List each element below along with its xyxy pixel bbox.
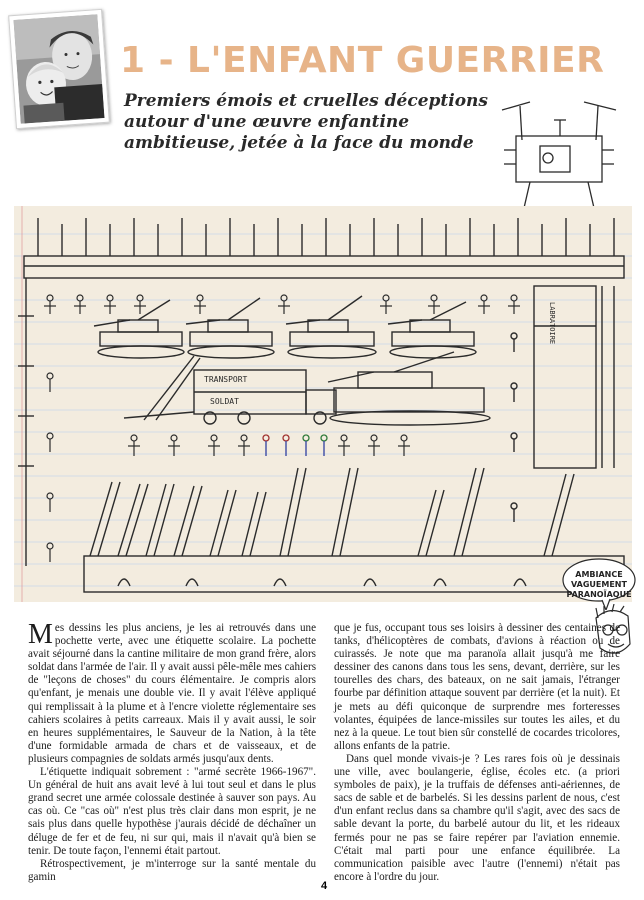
article-paragraph: Rétrospectivement, je m'interroge sur la santé mentale du gamin [28,857,316,883]
article-column-1 [28,619,317,884]
subtitle-line: Premiers émois et cruelles déceptions [124,91,488,111]
page-number: 4 [320,880,328,892]
truck-label: SOLDAT [210,397,239,406]
paragraph-text: es dessins les plus anciens, je les ai retrouvés dans une pochette verte, avec une étiquette scolaire. La pochette avait séjourné dans la cantine militaire de mon grand frère, alors soldat dans l'armée de l'air. Il y avait aussi pêle-mêle mes cahiers de "leçons de choses" du cours élémentaire. Je compris alors qu'enfant, je menais une double vie. Il y avait l'élève appliqué qui remplissait à la plume et à l'encre violette réglementaire ses cahiers scolaires à petits carreaux. Mais il y avait aussi, le soir en heures supplémentaires, le Sauveur de la Nation, à la tête d'une formidable armada de chars et de vaisseaux, et de plusieurs compagnies de soldats armés jusqu'aux dents. [28,622,317,765]
subtitle-line: ambitieuse, jetée à la face du monde [124,133,474,153]
article-paragraph: L'étiquette indiquait sobrement : "armé secrète 1966-1967". Un général de huit ans avait levé à lui tout seul et dans le plus grand secret une armée colossale destinée à sauver son pays. Au cas où. Ce "cas où" n'est plus très clair dans mon esprit, je ne sais plus dans quelle hypothèse j'aurais décidé de déchaîner un déluge de fer et de feu, ni sur qui, mais il n'avait qu'à bien se tenir. De toute façon, l'ennemi était partout. [28,766,316,857]
truck-label: TRANSPORT [204,375,248,384]
flying-fortress-sketch [500,100,618,218]
article-column-2 [334,622,620,884]
chapter-subtitle [124,91,488,154]
drop-cap: M [28,619,53,650]
bubble-text: AMBIANCE VAGUEMENT PARANOÏAQUE [566,570,632,599]
author-photo-image [13,14,104,124]
child-army-drawing [14,206,632,602]
article-paragraph: que je fus, occupant tous ses loisirs à dessiner des centaines de tanks, d'hélicoptères de combats, d'avions à réaction ou de cuirassés. Je note que ma paranoïa allait jusqu'à me faire dessiner des canons dans tous les sens, devant, derrière, sur les tourelles des chars, des bateaux, on ne sait jamais, l'étranger fourbe par définition attaque souvent par derrière (et la nuit). Et je mets au défi quiconque de surprendre mes forteresses volantes, équipées de lance-missiles sur toutes les ailes, et du nez à la queue. Le tout bien sûr constellé de cocardes tricolores, allons enfants de la patrie. [334,622,620,752]
article-paragraph: Dans quel monde vivais-je ? Les rares fois où je dessinais une ville, avec boulangerie, église, écoles etc. (a priori symboles de paix), je la truffais de défenses anti-aériennes, de sacs de sable et de barbelés. Si les dessins parlent de nous, c'est d'un enfant reclus dans sa chambre qu'il s'agit, avec des sacs de sable devant la porte, du barbelé autour du lit, et les rideaux fermés pour ne pas se faire repérer par l'aviation ennemie. C'était mal parti pour une enfance équilibrée. La communication paisible avec l'autre (l'ennemi) n'était pas encore à l'ordre du jour. [334,752,620,883]
laboratory-label: LABRATOIRE [548,302,556,345]
author-photo [8,9,110,129]
chapter-title: 1 - L'ENFANT GUERRIER [120,40,605,81]
article-paragraph [28,619,317,766]
subtitle-line: autour d'une œuvre enfantine [124,112,410,132]
